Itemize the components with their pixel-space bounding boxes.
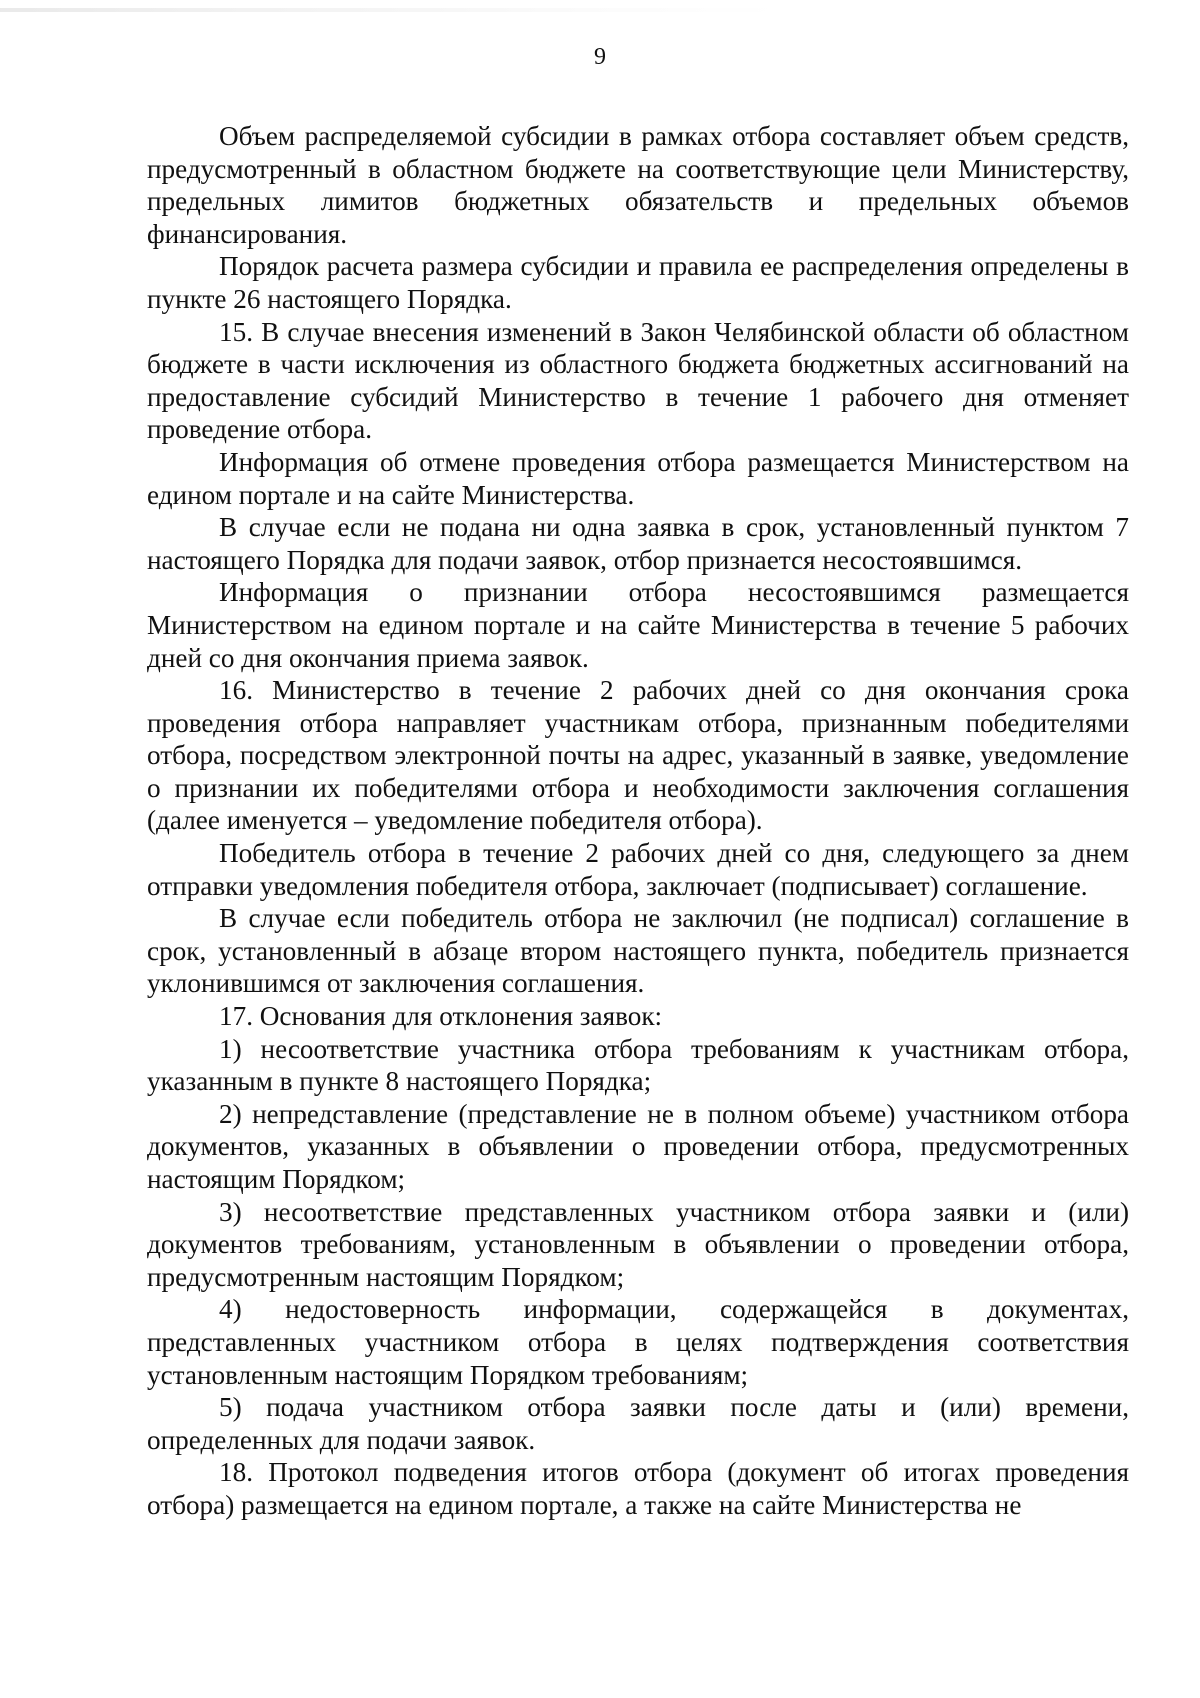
list-item: 1) несоответствие участника отбора требованиям к участникам отбора, указанным в пункте 8 настоящего Порядка; <box>147 1033 1129 1097</box>
page-number: 9 <box>594 44 606 70</box>
list-item: 5) подача участником отбора заявки после даты и (или) времени, определенных для подачи заявок. <box>147 1392 1129 1455</box>
paragraph: 18. Протокол подведения итогов отбора (документ об итогах проведения отбора) размещается на едином портале, а также на сайте Министерства не <box>147 1457 1129 1520</box>
paragraph: 15. В случае внесения изменений в Закон Челябинской области об областном бюджете в части исключения из областного бюджета бюджетных ассигнований на предоставление субсидий Министерство в течение 1 рабочего дня отменяет проведение отбора. <box>147 316 1129 445</box>
paragraph: Информация о признании отбора несостоявшимся размещается Министерством на едином портале и на сайте Министерства в течение 5 рабочих дней со дня окончания приема заявок. <box>147 577 1129 673</box>
paragraph: В случае если не подана ни одна заявка в срок, установленный пунктом 7 настоящего Порядка для подачи заявок, отбор признается несостоявшимся. <box>147 512 1129 575</box>
paragraph: Объем распределяемой субсидии в рамках отбора составляет объем средств, предусмотренный в областном бюджете на соответствующие цели Министерству, предельных лимитов бюджетных обязательств и предельных объемов финансирования. <box>147 121 1129 249</box>
paragraph: 17. Основания для отклонения заявок: <box>219 1001 663 1032</box>
list-item: 3) несоответствие представленных участником отбора заявки и (или) документов требованиям, установленным в объявлении о проведении отбора, предусмотренным настоящим Порядком; <box>147 1196 1129 1292</box>
paragraph: Информация об отмене проведения отбора размещается Министерством на едином портале и на сайте Министерства. <box>147 446 1129 510</box>
paragraph: 16. Министерство в течение 2 рабочих дней со дня окончания срока проведения отбора направляет участникам отбора, признанным победителями отбора, посредством электронной почты на адрес, указанный в заявке, уведомление о признании их победителями отбора и необходимости заключения соглашения (далее именуется – уведомление победителя отбора). <box>147 675 1129 836</box>
paragraph: Победитель отбора в течение 2 рабочих дней со дня, следующего за днем отправки уведомления победителя отбора, заключает (подписывает) соглашение. <box>147 838 1129 901</box>
paragraph: В случае если победитель отбора не заключил (не подписал) соглашение в срок, установленный в абзаце втором настоящего пункта, победитель признается уклонившимся от заключения соглашения. <box>147 903 1129 999</box>
scan-artifact <box>0 8 780 12</box>
list-item: 2) непредставление (представление не в полном объеме) участником отбора документов, указанных в объявлении о проведении отбора, предусмотренных настоящим Порядком; <box>147 1098 1129 1194</box>
document-body <box>147 120 1129 1522</box>
list-item: 4) недостоверность информации, содержащейся в документах, представленных участником отбора в целях подтверждения соответствия установленным настоящим Порядком требованиям; <box>147 1294 1129 1390</box>
paragraph: Порядок расчета размера субсидии и правила ее распределения определены в пункте 26 настоящего Порядка. <box>147 251 1129 314</box>
